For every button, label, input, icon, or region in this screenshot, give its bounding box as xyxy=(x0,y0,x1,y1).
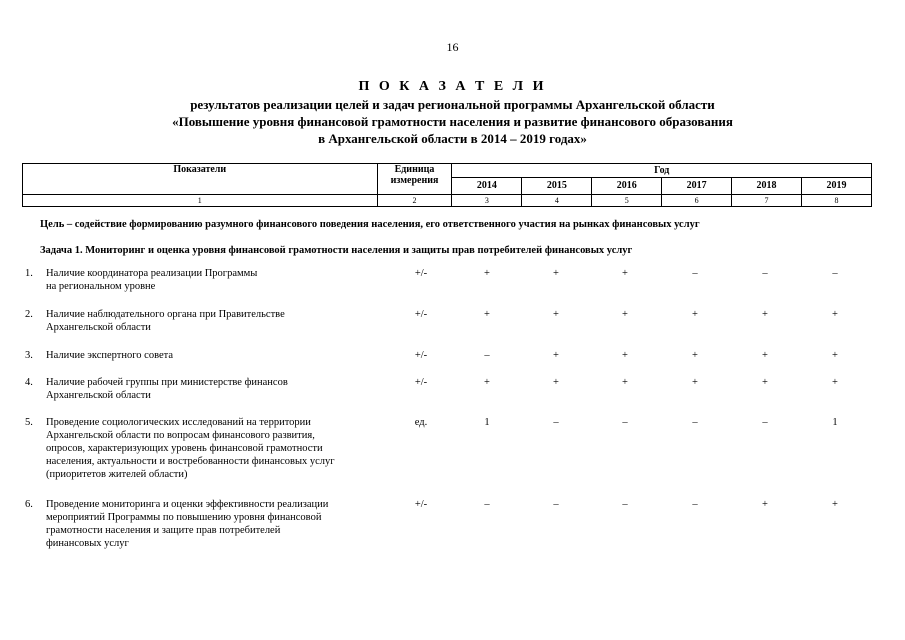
row-number: 2. xyxy=(25,309,33,320)
row-text-line: Архангельской области xyxy=(46,390,151,401)
value-2014: + xyxy=(484,268,490,279)
row-text-line: Наличие экспертного совета xyxy=(46,350,173,361)
row-unit: +/- xyxy=(414,268,428,279)
row-text-line: Проведение мониторинга и оценки эффективности реализации xyxy=(46,499,329,510)
col-number-2: 2 xyxy=(377,195,452,207)
value-2015: + xyxy=(553,377,559,388)
row-unit: +/- xyxy=(414,499,428,510)
indicators-table-header xyxy=(22,163,872,207)
value-2019: – xyxy=(832,268,838,279)
row-text-line: на региональном уровне xyxy=(46,281,156,292)
value-2019: 1 xyxy=(832,417,838,428)
document-title: П О К А З А Т Е Л И xyxy=(358,79,547,94)
row-text-line: Архангельской области по вопросам финансового развития, xyxy=(46,430,315,441)
row-text-line: мероприятий Программы по повышению уровня финансовой xyxy=(46,512,322,523)
value-2014: + xyxy=(484,309,490,320)
row-number: 3. xyxy=(25,350,33,361)
value-2015: – xyxy=(553,499,559,510)
value-2016: – xyxy=(622,417,628,428)
col-number-3: 3 xyxy=(452,195,522,207)
value-2019: + xyxy=(832,377,838,388)
col-number-1: 1 xyxy=(23,195,378,207)
value-2015: + xyxy=(553,268,559,279)
row-text-line: Наличие рабочей группы при министерстве финансов xyxy=(46,377,288,388)
row-text-line: Наличие наблюдательного органа при Правительстве xyxy=(46,309,285,320)
col-number-8: 8 xyxy=(801,195,871,207)
value-2019: + xyxy=(832,309,838,320)
value-2014: – xyxy=(484,499,490,510)
value-2015: + xyxy=(553,309,559,320)
col-number-5: 5 xyxy=(592,195,662,207)
header-year: Год xyxy=(452,164,872,178)
value-2018: – xyxy=(762,417,768,428)
goal-statement: Цель – содействие формированию разумного финансового поведения населения, его ответственного участия на рынках финансовых услуг xyxy=(40,219,700,230)
value-2014: – xyxy=(484,350,490,361)
col-number-6: 6 xyxy=(662,195,732,207)
value-2014: + xyxy=(484,377,490,388)
value-2016: + xyxy=(622,309,628,320)
row-text-line: Проведение социологических исследований на территории xyxy=(46,417,311,428)
value-2014: 1 xyxy=(484,417,490,428)
header-year-2016: 2016 xyxy=(592,177,662,194)
row-unit: ед. xyxy=(414,417,428,428)
header-year-2019: 2019 xyxy=(801,177,871,194)
task-heading: Задача 1. Мониторинг и оценка уровня финансовой грамотности населения и защиты прав потребителей финансовых услуг xyxy=(40,245,633,256)
document-subtitle-line-2: «Повышение уровня финансовой грамотности населения и развитие финансового образования xyxy=(172,114,733,129)
row-text-line: финансовых услуг xyxy=(46,538,129,549)
table-row xyxy=(0,498,905,588)
col-number-7: 7 xyxy=(732,195,802,207)
value-2015: – xyxy=(553,417,559,428)
value-2016: – xyxy=(622,499,628,510)
value-2016: + xyxy=(622,377,628,388)
value-2016: + xyxy=(622,350,628,361)
row-text-line: населения, актуальности и востребованности финансовых услуг xyxy=(46,456,335,467)
value-2018: + xyxy=(762,377,768,388)
value-2018: – xyxy=(762,268,768,279)
row-number: 5. xyxy=(25,417,33,428)
row-text-line: грамотности населения и защите прав потребителей xyxy=(46,525,281,536)
value-2017: + xyxy=(692,377,698,388)
row-indicator-text xyxy=(46,498,381,550)
table-row xyxy=(0,416,905,506)
header-year-2018: 2018 xyxy=(732,177,802,194)
row-text-line: (приоритетов жителей области) xyxy=(46,469,188,480)
value-2015: + xyxy=(553,350,559,361)
value-2018: + xyxy=(762,499,768,510)
header-unit-line-2: измерения xyxy=(390,175,439,186)
row-unit: +/- xyxy=(414,350,428,361)
row-unit: +/- xyxy=(414,309,428,320)
value-2016: + xyxy=(622,268,628,279)
row-indicator-text xyxy=(46,349,381,362)
row-number: 4. xyxy=(25,377,33,388)
value-2019: + xyxy=(832,499,838,510)
document-subtitle-line-3: в Архангельской области в 2014 – 2019 годах» xyxy=(318,131,587,146)
value-2018: + xyxy=(762,350,768,361)
header-year-2015: 2015 xyxy=(522,177,592,194)
header-year-2014: 2014 xyxy=(452,177,522,194)
header-indicators: Показатели xyxy=(23,164,378,195)
row-number: 1. xyxy=(25,268,33,279)
row-text-line: опросов, характеризующих уровень финансовой грамотности xyxy=(46,443,323,454)
document-subtitle-line-1: результатов реализации целей и задач региональной программы Архангельской области xyxy=(190,97,715,112)
col-number-4: 4 xyxy=(522,195,592,207)
value-2017: – xyxy=(692,499,698,510)
value-2018: + xyxy=(762,309,768,320)
header-unit xyxy=(377,164,452,195)
row-indicator-text xyxy=(46,416,381,481)
header-unit-line-1: Единица xyxy=(394,164,435,175)
row-text-line: Архангельской области xyxy=(46,322,151,333)
row-indicator-text xyxy=(46,267,381,293)
value-2017: + xyxy=(692,309,698,320)
header-year-2017: 2017 xyxy=(662,177,732,194)
value-2019: + xyxy=(832,350,838,361)
value-2017: – xyxy=(692,268,698,279)
row-indicator-text xyxy=(46,376,381,402)
row-unit: +/- xyxy=(414,377,428,388)
value-2017: + xyxy=(692,350,698,361)
page-number: 16 xyxy=(446,40,459,54)
row-indicator-text xyxy=(46,308,381,334)
row-number: 6. xyxy=(25,499,33,510)
value-2017: – xyxy=(692,417,698,428)
row-text-line: Наличие координатора реализации Программы xyxy=(46,268,258,279)
